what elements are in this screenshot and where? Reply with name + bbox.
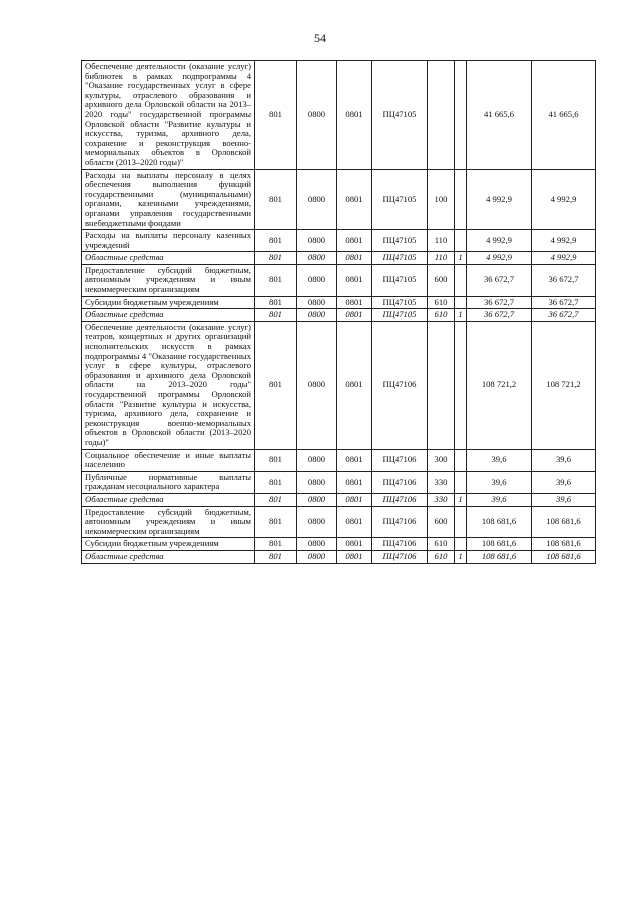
table-row [82,169,596,230]
target-article-code-cell: ПЦ47105 [372,230,428,252]
total-amount-cell: 108 681,6 [532,550,596,563]
ved-code-cell: 801 [255,550,297,563]
ved-code-cell: 801 [255,321,297,449]
table-row [82,61,596,170]
section-code-cell: 0800 [297,264,337,296]
expense-type-code-cell: 610 [428,296,455,309]
row-name-cell: Обеспечение деятельности (оказание услуг) библиотек в рамках подпрограммы 4 "Оказание государственных услуг в сфере культуры, отраслевого образования и архивного дела Орловской области на 2013–2020 годы" государственной программы Орловской области "Развитие культуры и искусства, туризма, архивного дела, сохранение и реконструкция военно-мемориальных объектов в Орловской области (2013–2020 годы)" [82,61,255,170]
subsection-code-cell: 0801 [337,230,372,252]
table-row [82,264,596,296]
target-article-code-cell: ПЦ47106 [372,538,428,551]
total-amount-cell: 39,6 [532,493,596,506]
section-code-cell: 0800 [297,296,337,309]
table-body [82,61,596,564]
target-article-code-cell: ПЦ47106 [372,550,428,563]
expense-type-code-cell: 610 [428,538,455,551]
subsection-code-cell: 0801 [337,296,372,309]
row-name-cell: Областные средства [82,493,255,506]
row-name-cell: Предоставление субсидий бюджетным, автономным учреждениям и иным некоммерческим организациям [82,506,255,538]
total-amount-cell: 108 721,2 [532,321,596,449]
amount-cell: 36 672,7 [467,309,532,322]
target-article-code-cell: ПЦ47106 [372,449,428,471]
total-amount-cell: 4 992,9 [532,230,596,252]
ved-code-cell: 801 [255,493,297,506]
expense-type-code-cell: 300 [428,449,455,471]
amount-cell: 108 721,2 [467,321,532,449]
budget-table [81,60,596,564]
amount-cell: 4 992,9 [467,252,532,265]
subsection-code-cell: 0801 [337,61,372,170]
section-code-cell: 0800 [297,550,337,563]
row-name-cell: Обеспечение деятельности (оказание услуг) театров, концертных и других организаций исполнительских искусств в рамках подпрограммы 4 "Оказание государственных услуг в сфере культуры, отраслевого образования и архивного дела Орловской области на 2013–2020 годы" государственной программы Орловской области "Развитие культуры и искусства, туризма, архивного дела, сохранение и реконструкция военно-мемориальных объектов в Орловской области (2013–2020 годы)" [82,321,255,449]
amount-cell: 39,6 [467,493,532,506]
table-row [82,296,596,309]
target-article-code-cell: ПЦ47106 [372,506,428,538]
total-amount-cell: 39,6 [532,449,596,471]
expense-type-code-cell: 600 [428,506,455,538]
row-name-cell: Субсидии бюджетным учреждениям [82,538,255,551]
row-name-cell: Расходы на выплаты персоналу в целях обеспечения выполнения функций государственными (муниципальными) органами, казенными учреждениями, органами управления государственными внебюджетными фондами [82,169,255,230]
row-name-cell: Социальное обеспечение и иные выплаты населению [82,449,255,471]
expense-type-code-cell: 100 [428,169,455,230]
funding-source-code-cell [455,296,467,309]
subsection-code-cell: 0801 [337,493,372,506]
row-name-cell: Областные средства [82,550,255,563]
ved-code-cell: 801 [255,506,297,538]
total-amount-cell: 4 992,9 [532,169,596,230]
section-code-cell: 0800 [297,309,337,322]
target-article-code-cell: ПЦ47106 [372,471,428,493]
ved-code-cell: 801 [255,252,297,265]
funding-source-code-cell [455,506,467,538]
row-name-cell: Публичные нормативные выплаты гражданам несоциального характера [82,471,255,493]
total-amount-cell: 36 672,7 [532,264,596,296]
section-code-cell: 0800 [297,61,337,170]
ved-code-cell: 801 [255,296,297,309]
expense-type-code-cell: 330 [428,471,455,493]
funding-source-code-cell: 1 [455,550,467,563]
page-number: 54 [314,31,326,45]
section-code-cell: 0800 [297,252,337,265]
total-amount-cell: 41 665,6 [532,61,596,170]
amount-cell: 39,6 [467,449,532,471]
expense-type-code-cell: 110 [428,252,455,265]
amount-cell: 41 665,6 [467,61,532,170]
section-code-cell: 0800 [297,321,337,449]
subsection-code-cell: 0801 [337,252,372,265]
row-name-cell: Предоставление субсидий бюджетным, автономным учреждениям и иным некоммерческим организациям [82,264,255,296]
funding-source-code-cell [455,471,467,493]
expense-type-code-cell [428,321,455,449]
funding-source-code-cell [455,169,467,230]
funding-source-code-cell [455,61,467,170]
subsection-code-cell: 0801 [337,538,372,551]
total-amount-cell: 36 672,7 [532,309,596,322]
section-code-cell: 0800 [297,506,337,538]
row-name-cell: Субсидии бюджетным учреждениям [82,296,255,309]
total-amount-cell: 108 681,6 [532,506,596,538]
subsection-code-cell: 0801 [337,321,372,449]
table-row [82,252,596,265]
amount-cell: 108 681,6 [467,538,532,551]
amount-cell: 4 992,9 [467,169,532,230]
amount-cell: 108 681,6 [467,550,532,563]
table-row [82,230,596,252]
section-code-cell: 0800 [297,471,337,493]
target-article-code-cell: ПЦ47105 [372,309,428,322]
expense-type-code-cell: 610 [428,309,455,322]
table-row [82,309,596,322]
funding-source-code-cell [455,264,467,296]
total-amount-cell: 108 681,6 [532,538,596,551]
amount-cell: 108 681,6 [467,506,532,538]
expense-type-code-cell: 330 [428,493,455,506]
funding-source-code-cell [455,538,467,551]
target-article-code-cell: ПЦ47105 [372,61,428,170]
section-code-cell: 0800 [297,449,337,471]
subsection-code-cell: 0801 [337,169,372,230]
total-amount-cell: 4 992,9 [532,252,596,265]
amount-cell: 36 672,7 [467,296,532,309]
section-code-cell: 0800 [297,169,337,230]
amount-cell: 39,6 [467,471,532,493]
target-article-code-cell: ПЦ47105 [372,264,428,296]
funding-source-code-cell: 1 [455,252,467,265]
subsection-code-cell: 0801 [337,449,372,471]
subsection-code-cell: 0801 [337,264,372,296]
table-row [82,506,596,538]
ved-code-cell: 801 [255,264,297,296]
funding-source-code-cell: 1 [455,493,467,506]
ved-code-cell: 801 [255,230,297,252]
funding-source-code-cell [455,230,467,252]
row-name-cell: Областные средства [82,309,255,322]
target-article-code-cell: ПЦ47105 [372,296,428,309]
section-code-cell: 0800 [297,493,337,506]
funding-source-code-cell [455,321,467,449]
target-article-code-cell: ПЦ47105 [372,252,428,265]
table-row [82,321,596,449]
target-article-code-cell: ПЦ47106 [372,493,428,506]
funding-source-code-cell [455,449,467,471]
row-name-cell: Областные средства [82,252,255,265]
ved-code-cell: 801 [255,169,297,230]
target-article-code-cell: ПЦ47106 [372,321,428,449]
ved-code-cell: 801 [255,449,297,471]
ved-code-cell: 801 [255,61,297,170]
subsection-code-cell: 0801 [337,309,372,322]
expense-type-code-cell: 600 [428,264,455,296]
total-amount-cell: 36 672,7 [532,296,596,309]
ved-code-cell: 801 [255,309,297,322]
funding-source-code-cell: 1 [455,309,467,322]
subsection-code-cell: 0801 [337,550,372,563]
amount-cell: 36 672,7 [467,264,532,296]
table-row [82,538,596,551]
subsection-code-cell: 0801 [337,471,372,493]
ved-code-cell: 801 [255,538,297,551]
table-row [82,471,596,493]
expense-type-code-cell: 610 [428,550,455,563]
table-row [82,550,596,563]
target-article-code-cell: ПЦ47105 [372,169,428,230]
table-row [82,449,596,471]
expense-type-code-cell: 110 [428,230,455,252]
expense-type-code-cell [428,61,455,170]
total-amount-cell: 39,6 [532,471,596,493]
section-code-cell: 0800 [297,230,337,252]
amount-cell: 4 992,9 [467,230,532,252]
ved-code-cell: 801 [255,471,297,493]
section-code-cell: 0800 [297,538,337,551]
subsection-code-cell: 0801 [337,506,372,538]
table-row [82,493,596,506]
row-name-cell: Расходы на выплаты персоналу казенных учреждений [82,230,255,252]
